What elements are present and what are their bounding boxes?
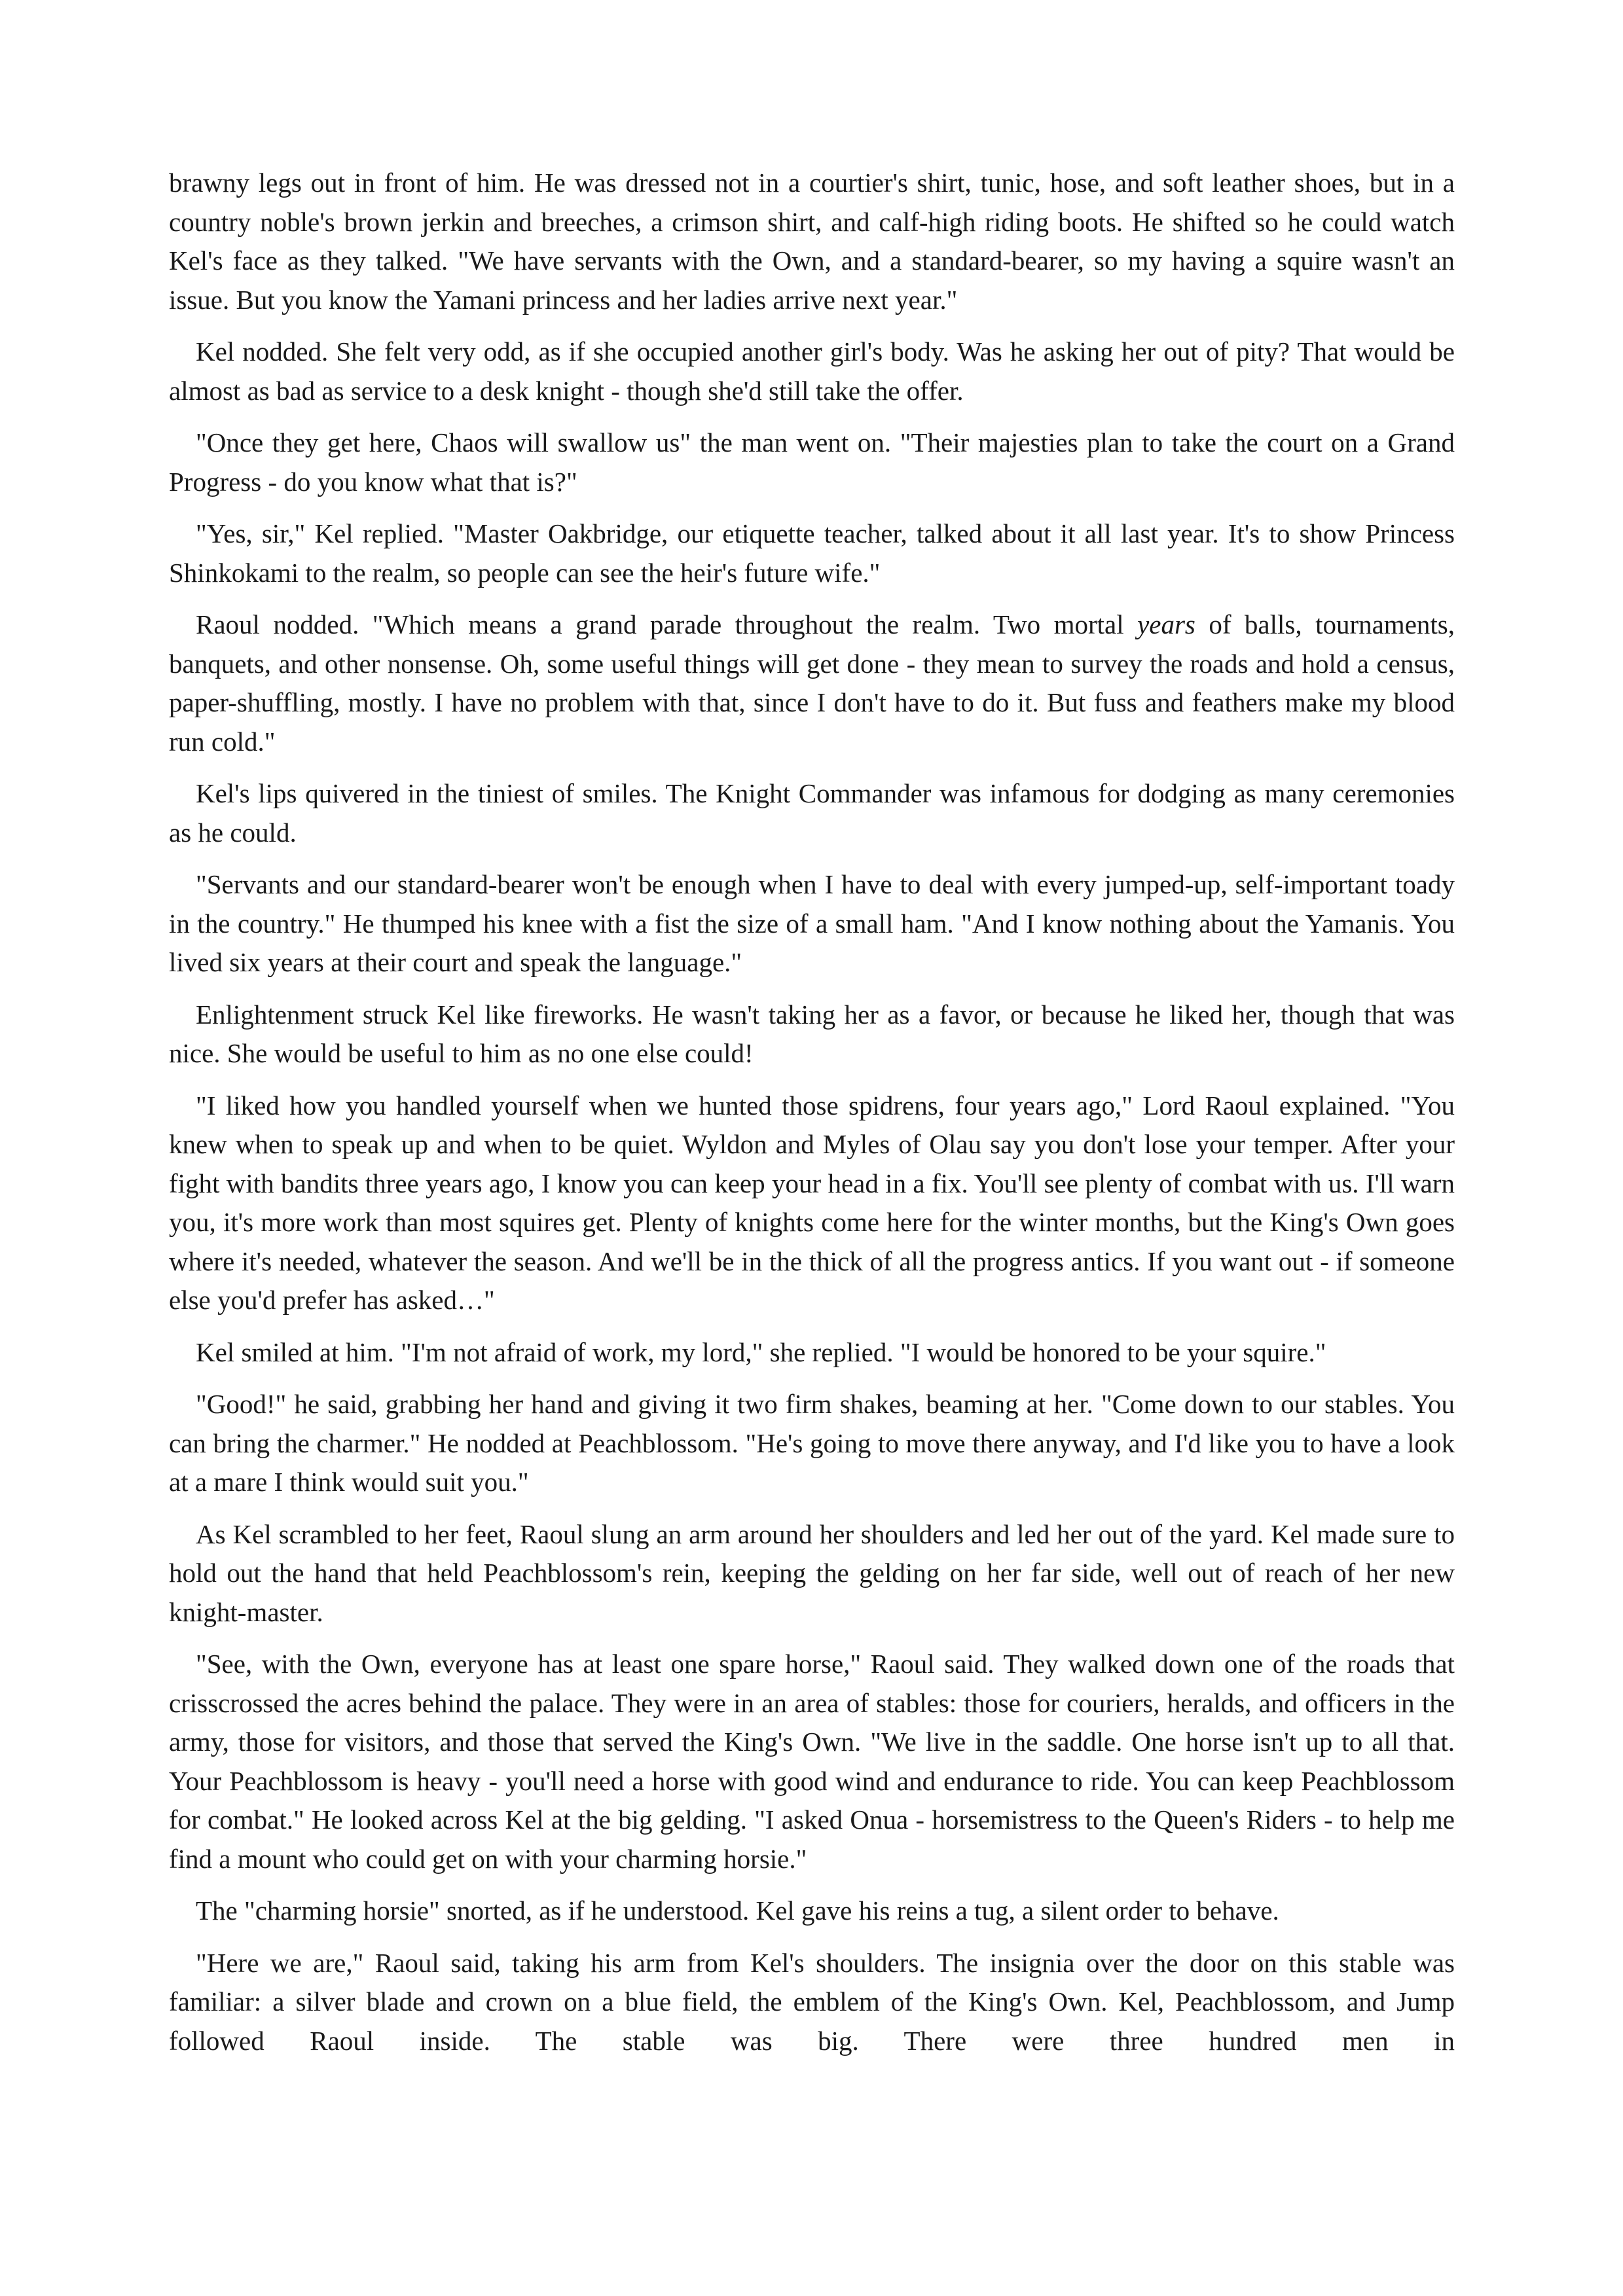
- paragraph-2: Kel nodded. She felt very odd, as if she occupied another girl's body. Was he asking her out of pity? That would be almost as bad as service to a desk knight - though she'd still take the offer.: [169, 336, 1455, 406]
- paragraph-6: Kel's lips quivered in the tiniest of smiles. The Knight Commander was infamous for dodging as many ceremonies as he could.: [169, 778, 1455, 848]
- paragraph-13: "See, with the Own, everyone has at least one spare horse," Raoul said. They walked down one of the roads that crisscrossed the acres behind the palace. They were in an area of stables: those for couriers, heralds, and officers in the army, those for visitors, and those that served the King's Own. "We live in the saddle. One horse isn't up to all that. Your Peachblossom is heavy - you'll need a horse with good wind and endurance to ride. You can keep Peachblossom for combat." He looked across Kel at the big gelding. "I asked Onua - horsemistress to the Queen's Riders - to help me find a mount who could get on with your charming horsie.": [169, 1649, 1455, 1874]
- paragraph-9: "I liked how you handled yourself when we hunted those spidrens, four years ago," Lord Raoul explained. "You knew when to speak up and when to be quiet. Wyldon and Myles of Olau say you don't lose your temper. After your fight with bandits three years ago, I know you can keep your head in a fix. You'll see plenty of combat with us. I'll warn you, it's more work than most squires get. Plenty of knights come here for the winter months, but the King's Own goes where it's needed, whatever the season. And we'll be in the thick of all the progress antics. If you want out - if someone else you'd prefer has asked…": [169, 1090, 1455, 1315]
- paragraph-3: "Once they get here, Chaos will swallow us" the man went on. "Their majesties plan to take the court on a Grand Progress - do you know what that is?": [169, 427, 1455, 497]
- paragraph-4: "Yes, sir," Kel replied. "Master Oakbridge, our etiquette teacher, talked about it all last year. It's to show Princess Shinkokami to the realm, so people can see the heir's future wife.": [169, 518, 1455, 588]
- paragraph-7: "Servants and our standard-bearer won't be enough when I have to deal with every jumped-up, self-important toady in the country." He thumped his knee with a fist the size of a small ham. "And I know nothing about the Yamanis. You lived six years at their court and speak the language.": [169, 869, 1455, 977]
- paragraph-11: "Good!" he said, grabbing her hand and giving it two firm shakes, beaming at her. "Come down to our stables. You can bring the charmer." He nodded at Peachblossom. "He's going to move there anyway, and I'd like you to have a look at a mare I think would suit you.": [169, 1389, 1455, 1497]
- paragraph-12: As Kel scrambled to her feet, Raoul slung an arm around her shoulders and led her out of the yard. Kel made sure to hold out the hand that held Peachblossom's rein, keeping the gelding on her far side, well out of reach of her new knight-master.: [169, 1518, 1455, 1627]
- paragraph-5: Raoul nodded. "Which means a grand parade throughout the realm. Two mortal years of balls, tournaments, banquets, and other nonsense. Oh, some useful things will get done - they mean to survey the roads and hold a census, paper-shuffling, mostly. I have no problem with that, since I don't have to do it. But fuss and feathers make my blood run cold.": [169, 609, 1455, 757]
- emphasis-years: years: [1137, 609, 1195, 639]
- body-text: [169, 164, 1455, 2073]
- paragraph-15: "Here we are," Raoul said, taking his arm from Kel's shoulders. The insignia over the door on this stable was familiar: a silver blade and crown on a blue field, the emblem of the King's Own. Kel, Peachblossom, and Jump followed Raoul inside. The stable was big. There were three hundred men in: [169, 1947, 1455, 2056]
- paragraph-1: brawny legs out in front of him. He was dressed not in a courtier's shirt, tunic, hose, and soft leather shoes, but in a country noble's brown jerkin and breeches, a crimson shirt, and calf-high riding boots. He shifted so he could watch Kel's face as they talked. "We have servants with the Own, and a standard-bearer, so my having a squire wasn't an issue. But you know the Yamani princess and her ladies arrive next year.": [169, 168, 1455, 315]
- paragraph-8: Enlightenment struck Kel like fireworks. He wasn't taking her as a favor, or because he liked her, though that was nice. She would be useful to him as no one else could!: [169, 999, 1455, 1068]
- paragraph-10: Kel smiled at him. "I'm not afraid of work, my lord," she replied. "I would be honored to be your squire.": [196, 1336, 1326, 1367]
- paragraph-14: The "charming horsie" snorted, as if he understood. Kel gave his reins a tug, a silent order to behave.: [196, 1895, 1279, 1926]
